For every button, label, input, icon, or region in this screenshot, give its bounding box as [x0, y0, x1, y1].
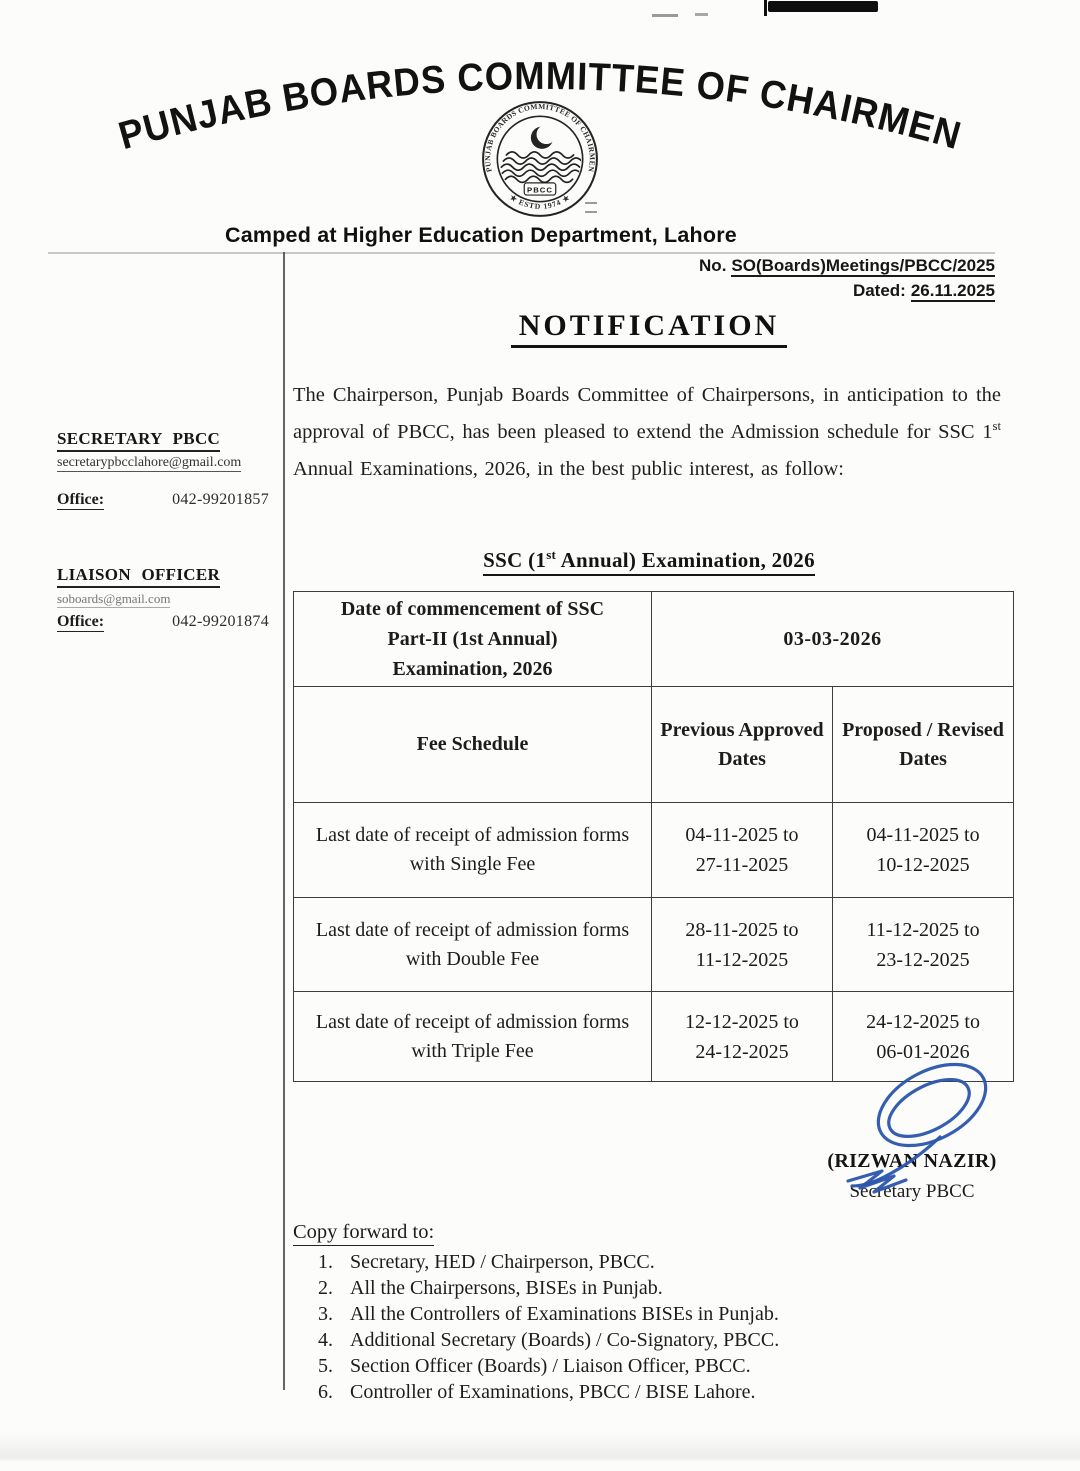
scan-artifact: [695, 13, 708, 16]
copy-forward-item: [318, 1327, 978, 1353]
item-text: Controller of Examinations, PBCC / BISE Lahore.: [350, 1381, 756, 1403]
notification-body: [293, 377, 1001, 488]
copy-forward-item: [318, 1249, 978, 1275]
commencement-date: 03-03-2026: [652, 592, 1014, 687]
table-title-post: Annual) Examination, 2026: [556, 548, 815, 572]
date-line: 11-12-2025 to: [866, 918, 980, 941]
ref-no-value: SO(Boards)Meetings/PBCC/2025: [731, 256, 995, 275]
col-header-fee-schedule: Fee Schedule: [294, 687, 652, 803]
date-line: 11-12-2025: [695, 948, 789, 971]
col-header-previous-dates: Previous Approved Dates: [652, 687, 833, 803]
table-title: [483, 548, 815, 576]
previous-dates-cell: [652, 898, 833, 992]
item-number: 5.: [318, 1355, 333, 1377]
previous-dates-cell: [652, 803, 833, 898]
copy-forward-item: [318, 1379, 978, 1405]
row-label-cell: [294, 898, 652, 992]
secretary-email: secretarypbcclahore@gmail.com: [57, 455, 242, 470]
signatory-name: (RIZWAN NAZIR): [827, 1150, 997, 1172]
item-text: Secretary, HED / Chairperson, PBCC.: [350, 1251, 655, 1273]
copy-forward-heading: Copy forward to:: [293, 1221, 434, 1246]
item-number: 6.: [318, 1381, 333, 1403]
table-row: [294, 898, 1014, 992]
item-text: Additional Secretary (Boards) / Co-Signatory, PBCC.: [350, 1329, 780, 1351]
col-header-revised-dates: Proposed / Revised Dates: [833, 687, 1014, 803]
copy-forward-heading-wrap: [293, 1221, 434, 1246]
item-number: 4.: [318, 1329, 333, 1351]
date-line: 10-12-2025: [876, 854, 970, 876]
fee-schedule-table: [293, 591, 1014, 1082]
date-line: 12-12-2025 to: [685, 1010, 799, 1033]
notification-heading: NOTIFICATION: [511, 309, 787, 348]
scan-artifact: [585, 202, 597, 213]
waves-icon: [501, 152, 581, 182]
signatory-title: Secretary PBCC: [849, 1181, 975, 1202]
table-row: [294, 803, 1014, 898]
row-label-cell: [294, 992, 652, 1082]
single-fee-label: Last date of receipt of admission forms with Single Fee: [315, 824, 630, 875]
scan-artifact: [768, 1, 878, 12]
liaison-contact-block: [57, 565, 269, 632]
letterhead-divider: [283, 252, 285, 1390]
date-line: 24-12-2025 to: [866, 1010, 980, 1033]
letterhead-rule: [48, 252, 995, 254]
commencement-label: Date of commencement of SSC Part-II (1st Annual) Examination, 2026: [340, 598, 605, 680]
body-text: The Chairperson, Punjab Boards Committee of Chairpersons, in anticipation to the approval of PBCC, has been pleased to extend the Admission schedule for SSC 1: [293, 384, 1001, 443]
scan-artifact: [652, 14, 678, 17]
seal-ring-text: PUNJAB BOARDS COMMITTEE OF CHAIRMEN: [483, 101, 597, 173]
secretary-office-label: Office:: [57, 491, 105, 508]
item-text: All the Chairpersons, BISEs in Punjab.: [350, 1277, 663, 1299]
date-line: 06-01-2026: [876, 1040, 970, 1063]
date-line: 24-12-2025: [695, 1040, 789, 1063]
org-title-text: PUNJAB BOARDS COMMITTEE OF CHAIRMEN: [114, 54, 968, 159]
secretary-title: SECRETARY PBCC: [57, 429, 220, 452]
date-line: 04-11-2025 to: [685, 824, 799, 846]
scan-artifact: [764, 0, 767, 16]
table-title-pre: SSC (1: [483, 548, 547, 572]
dated-label: Dated:: [852, 281, 906, 300]
liaison-email: soboards@gmail.com: [57, 591, 171, 606]
item-number: 1.: [318, 1251, 333, 1273]
secretary-phone: 042-99201857: [172, 491, 269, 508]
revised-dates-cell: [833, 898, 1014, 992]
secretary-contact-block: [57, 429, 269, 510]
seal-abbr: PBCC: [527, 185, 553, 195]
table-title-sup: st: [546, 547, 557, 562]
table-row: [294, 592, 1014, 687]
crescent-icon: [531, 125, 556, 149]
body-text-cont: Annual Examinations, 2026, in the best public interest, as follow:: [293, 458, 844, 480]
triple-fee-label: Last date of receipt of admission forms with Triple Fee: [315, 1010, 630, 1062]
revised-dates-cell: [833, 803, 1014, 898]
ref-no-label: No.: [699, 256, 727, 275]
row-label-cell: [294, 803, 652, 898]
liaison-title: LIAISON OFFICER: [57, 565, 220, 588]
date-line: 23-12-2025: [876, 948, 970, 971]
table-header-row: [294, 687, 1014, 803]
dated-value: 26.11.2025: [910, 281, 995, 300]
liaison-phone: 042-99201874: [172, 613, 269, 630]
copy-forward-item: [318, 1301, 978, 1327]
previous-dates-cell: [652, 992, 833, 1082]
liaison-office-label: Office:: [57, 613, 105, 630]
item-number: 3.: [318, 1303, 333, 1325]
table-row: [294, 992, 1014, 1082]
item-text: Section Officer (Boards) / Liaison Officer, PBCC.: [350, 1355, 751, 1377]
reference-number-line: [560, 256, 995, 276]
item-text: All the Controllers of Examinations BISEs in Punjab.: [350, 1303, 779, 1325]
seal-estd-text: ★ ESTD 1974 ★: [508, 192, 572, 211]
date-line: 04-11-2025 to: [866, 824, 980, 846]
date-line: 28-11-2025 to: [685, 918, 799, 941]
body-superscript: st: [992, 419, 1001, 434]
double-fee-label: Last date of receipt of admission forms with Double Fee: [315, 918, 630, 970]
item-number: 2.: [318, 1277, 333, 1299]
revised-dates-cell: [833, 992, 1014, 1082]
copy-forward-item: [318, 1353, 978, 1379]
copy-forward-list: [318, 1249, 978, 1405]
commencement-label-cell: [294, 592, 652, 687]
copy-forward-item: [318, 1275, 978, 1301]
dated-line: [560, 281, 995, 301]
date-line: 27-11-2025: [695, 854, 789, 876]
camped-line: Camped at Higher Education Department, Lahore: [225, 223, 737, 247]
